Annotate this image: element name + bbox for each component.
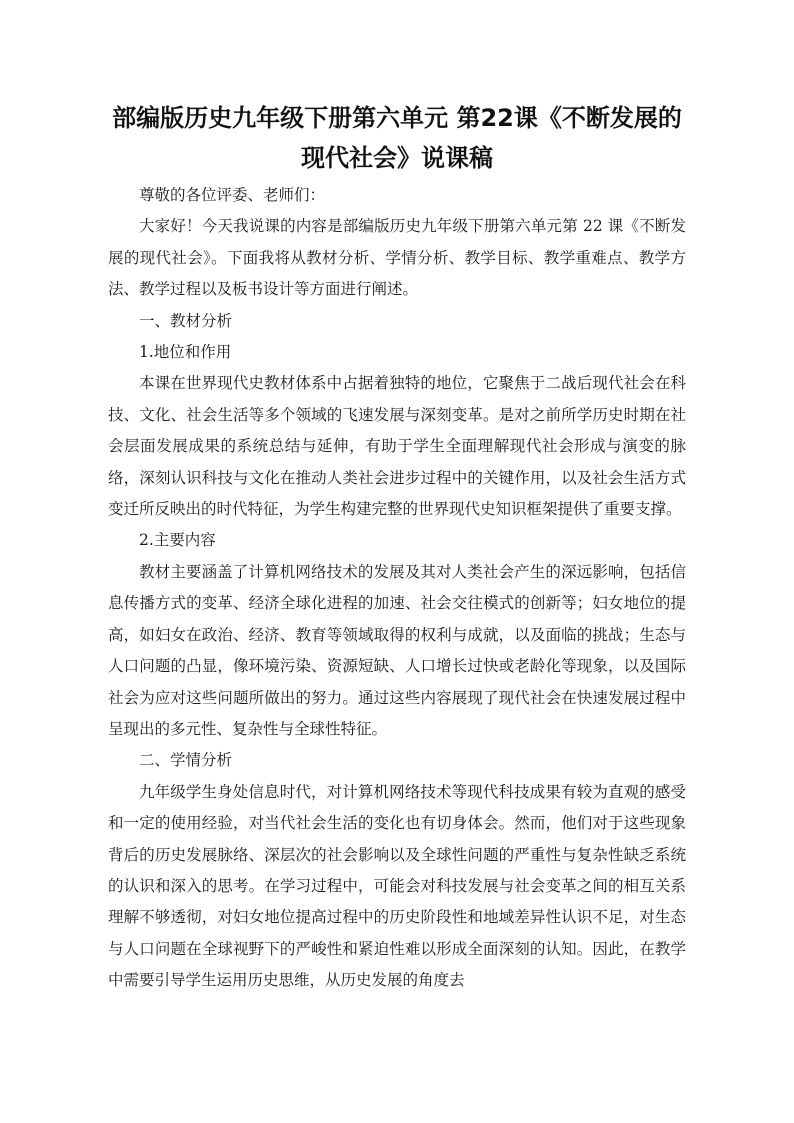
section-heading-student-analysis: 二、学情分析 [139,751,233,770]
position-role-paragraph: 本课在世界现代史教材体系中占据着独特的地位，它聚焦于二战后现代社会在科技、文化、社会生活等多个领域的飞速发展与深刻变革。是对之前所学历史时期在社会层面发展成果的系统总结与延伸，有助于学生全面理解现代社会形成与演变的脉络，深刻认识科技与文化在推动人类社会进步过程中的关键作用，以及社会生活方式变迁所反映出的时代特征，为学生构建完整的世界现代史知识框架提供了重要支撑。 [108,374,686,519]
subheading-main-content: 2.主要内容 [139,531,216,550]
main-content-paragraph: 教材主要涵盖了计算机网络技术的发展及其对人类社会产生的深远影响，包括信息传播方式的变革、经济全球化进程的加速、社会交往模式的创新等；妇女地位的提高，如妇女在政治、经济、教育等领域取得的权利与成就，以及面临的挑战；生态与人口问题的凸显，像环境污染、资源短缺、人口增长过快或老龄化等现象，以及国际社会为应对这些问题所做出的努力。通过这些内容展现了现代社会在快速发展过程中呈现出的多元性、复杂性与全球性特征。 [108,562,686,738]
greeting-paragraph: 尊敬的各位评委、老师们： [139,186,326,204]
subheading-position-role: 1.地位和作用 [139,343,232,362]
document-title: 部编版历史九年级下册第六单元 第22课《不断发展的现代社会》说课稿 [112,104,682,172]
section-heading-textbook-analysis: 一、教材分析 [139,311,233,330]
intro-paragraph: 大家好！今天我说课的内容是部编版历史九年级下册第六单元第 22 课《不断发展的现代社会》。下面我将从教材分析、学情分析、教学目标、教学重难点、教学方法、教学过程以及板书设计等方面进行阐述。 [108,217,686,299]
student-analysis-paragraph: 九年级学生身处信息时代，对计算机网络技术等现代科技成果有较为直观的感受和一定的使用经验，对当代社会生活的变化也有切身体会。然而，他们对于这些现象背后的历史发展脉络、深层次的社会影响以及全球性问题的严重性与复杂性缺乏系统的认识和深入的思考。在学习过程中，可能会对科技发展与社会变革之间的相互关系理解不够透彻，对妇女地位提高过程中的历史阶段性和地域差异性认识不足，对生态与人口问题在全球视野下的严峻性和紧迫性难以形成全面深刻的认知。因此，在教学中需要引导学生运用历史思维，从历史发展的角度去 [108,782,686,990]
document-body [108,180,686,997]
